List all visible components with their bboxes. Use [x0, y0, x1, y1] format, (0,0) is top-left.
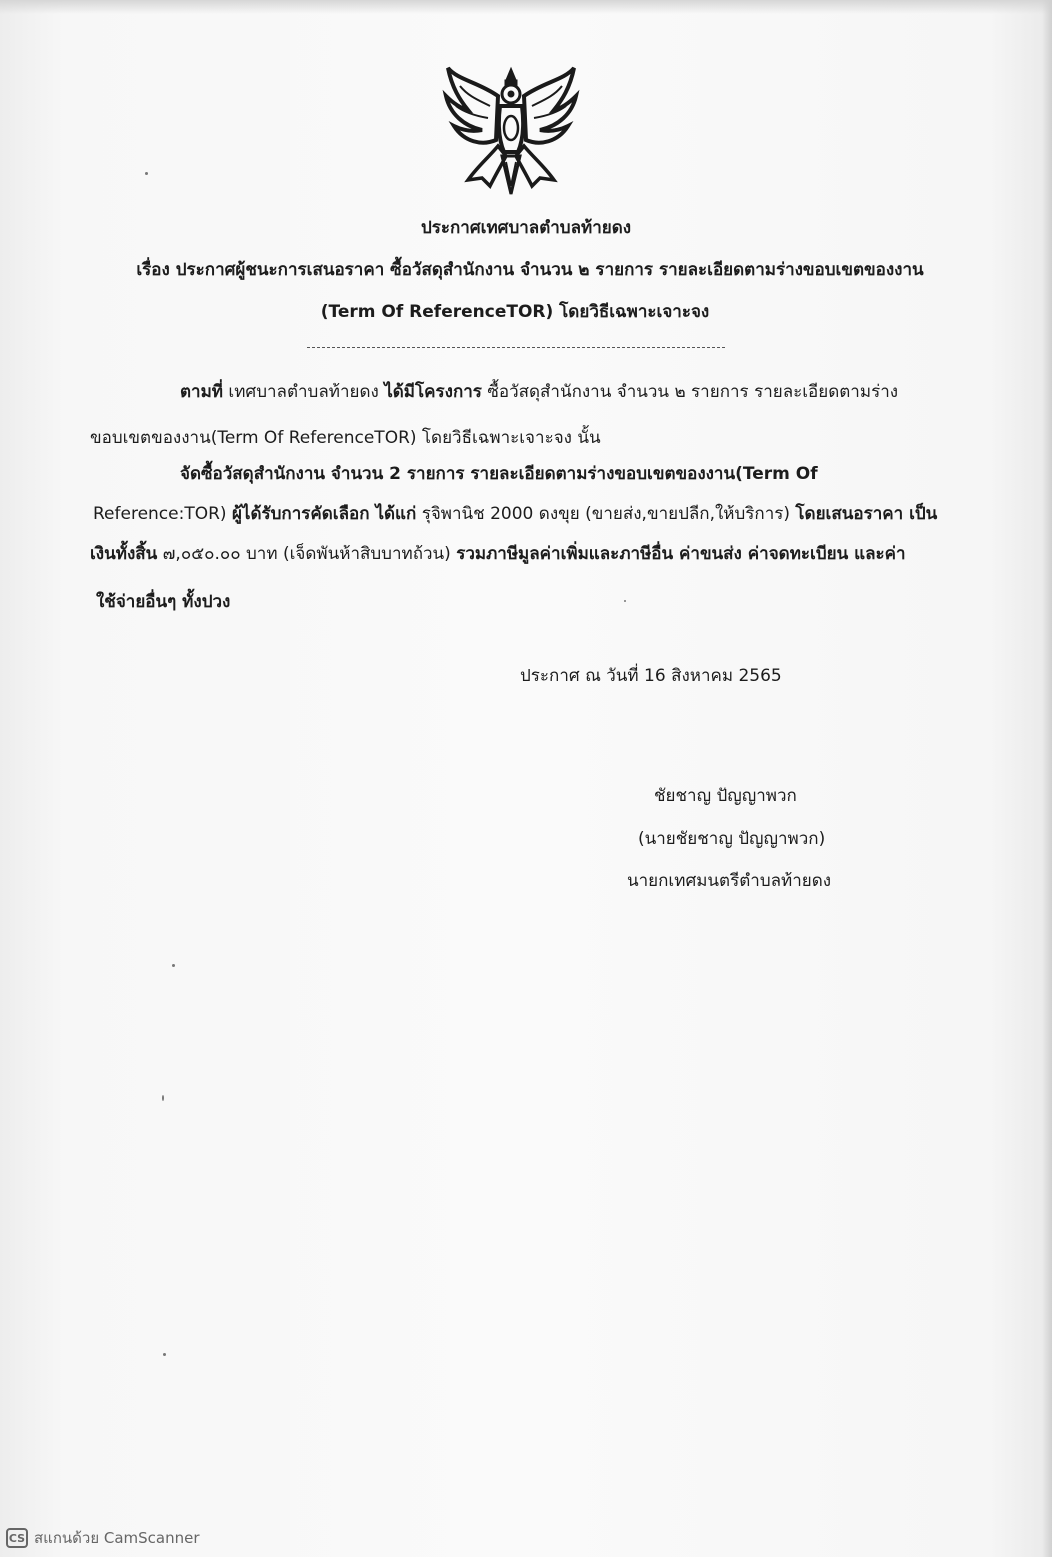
paragraph-1-line-2: ขอบเขตของงาน(Term Of ReferenceTOR) โดยวิธีเฉพาะเจาะจง นั้น — [90, 428, 601, 448]
scan-speck — [172, 964, 175, 967]
para1-bold-2: ได้มีโครงการ — [384, 382, 482, 402]
para2-text-b: รุจิพานิช 2000 ดงขุย (ขายส่ง,ขายปลีก,ให้บริการ) — [416, 504, 796, 524]
signature-position: นายกเทศมนตรีตำบลท้ายดง — [627, 871, 832, 891]
camscanner-text: สแกนด้วย CamScanner — [34, 1529, 200, 1547]
paragraph-2-line-1: จัดซื้อวัสดุสำนักงาน จำนวน 2 รายการ รายละเอียดตามร่างขอบเขตของงาน(Term Of — [180, 464, 818, 484]
paragraph-1-line-1 — [180, 378, 898, 405]
divider — [307, 347, 725, 348]
scan-speck — [163, 1353, 166, 1356]
scan-speck — [162, 1095, 164, 1101]
announcement-title: ประกาศเทศบาลตำบลท้ายดง — [420, 218, 632, 238]
para2-bold-d: รวมภาษีมูลค่าเพิ่มและภาษีอื่น ค่าขนส่ง ค่าจดทะเบียน และค่า — [456, 544, 906, 564]
paragraph-2-line-2 — [93, 500, 937, 527]
para2-text-a: Reference:TOR) — [93, 504, 232, 524]
announcement-date: ประกาศ ณ วันที่ 16 สิงหาคม 2565 — [520, 666, 782, 686]
paragraph-2-line-4: ใช้จ่ายอื่นๆ ทั้งปวง — [96, 592, 231, 612]
camscanner-watermark — [6, 1526, 200, 1550]
para2-bold-b: โดยเสนอราคา เป็น — [795, 504, 938, 524]
para1-text-2: ซื้อวัสดุสำนักงาน จำนวน ๒ รายการ รายละเอียดตามร่าง — [481, 382, 899, 402]
garuda-emblem-icon — [438, 62, 584, 202]
para1-bold-1: ตามที่ — [180, 382, 223, 402]
para2-bold-c: เงินทั้งสิ้น — [90, 544, 158, 564]
para2-bold-a: ผู้ได้รับการคัดเลือก ได้แก่ — [231, 504, 417, 524]
scan-top-shadow — [0, 0, 1052, 14]
scan-speck — [145, 172, 148, 175]
scan-speck — [624, 600, 626, 602]
camscanner-icon: CS — [6, 1528, 28, 1548]
para2-text-c: ๗,๐๕๐.๐๐ บาท (เจ็ดพันห้าสิบบาทถ้วน) — [157, 544, 457, 564]
signature-name: ชัยชาญ ปัญญาพวก — [654, 786, 797, 806]
subject-line-2: (Term Of ReferenceTOR) โดยวิธีเฉพาะเจาะจง — [320, 302, 710, 322]
para1-text-1: เทศบาลตำบลท้ายดง — [223, 382, 385, 402]
paragraph-2-line-3 — [90, 540, 906, 567]
signature-full-name: (นายชัยชาญ ปัญญาพวก) — [638, 829, 826, 849]
subject-line-1: เรื่อง ประกาศผู้ชนะการเสนอราคา ซื้อวัสดุสำนักงาน จำนวน ๒ รายการ รายละเอียดตามร่างขอบเขตของงาน — [136, 260, 924, 280]
